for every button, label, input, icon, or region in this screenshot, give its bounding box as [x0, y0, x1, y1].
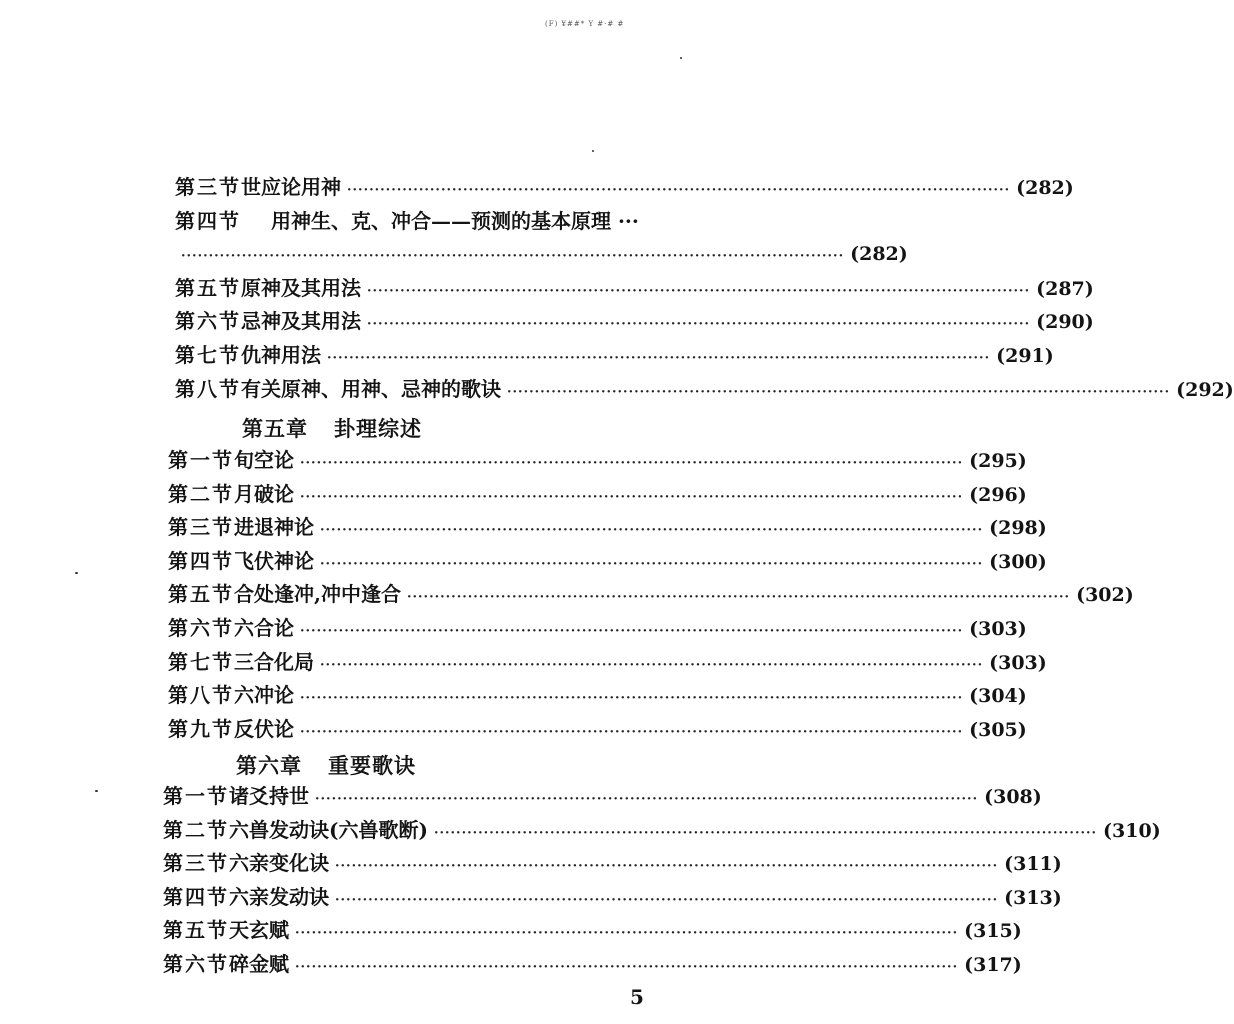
section-number: 第三节	[163, 851, 229, 876]
dot-leader: ························································································································	[295, 926, 959, 942]
page-ref: (317)	[964, 954, 1022, 976]
section-number: 第一节	[168, 448, 234, 472]
header-noise: (F) ¥##* Y #·# #	[545, 20, 625, 28]
section-number: 第五节	[163, 918, 229, 943]
section-number: 第七节	[175, 343, 241, 367]
toc-entry	[163, 884, 1062, 913]
section-title: 用神生、克、冲合——预测的基本原理 ···	[271, 208, 639, 233]
toc-entry	[163, 952, 1022, 980]
dot-leader: ························································································································	[295, 960, 959, 975]
section-title: 诸爻持世	[229, 784, 309, 808]
section-title: 仇神用法	[241, 343, 321, 367]
page-ref: (282)	[1016, 177, 1074, 199]
section-number: 第四节	[168, 548, 234, 573]
toc-entry	[175, 175, 1074, 203]
toc-entry	[168, 649, 1047, 678]
section-title: 进退神论	[234, 515, 314, 540]
section-number: 第五节	[168, 582, 234, 607]
section-number: 第六节	[163, 952, 229, 976]
toc-entry	[163, 918, 1022, 946]
section-number: 第八节	[175, 376, 241, 401]
section-number: 第三节	[175, 175, 241, 199]
dot-leader: ························································································································	[300, 624, 964, 639]
toc-entry	[175, 209, 690, 233]
toc-entry	[163, 784, 1042, 812]
section-title: 天玄赋	[229, 918, 289, 943]
section-title: 反伏论	[234, 716, 294, 741]
page-ref: (311)	[1004, 853, 1062, 876]
section-number: 第四节	[175, 208, 241, 233]
section-title: 六合论	[234, 616, 294, 640]
dot-leader: ························································································································	[367, 317, 1031, 333]
section-number: 第四节	[163, 884, 229, 909]
section-number: 第五节	[175, 275, 241, 300]
toc-entry	[175, 242, 908, 269]
toc-entry	[168, 548, 1047, 577]
page-ref: (303)	[969, 618, 1027, 640]
dot-leader: ························································································································	[367, 283, 1031, 299]
page-ref: (313)	[1004, 886, 1062, 909]
section-title: 月破论	[234, 481, 294, 506]
page-ref: (310)	[1103, 819, 1161, 842]
section-title: 原神及其用法	[241, 275, 361, 300]
dot-leader: ························································································································	[300, 489, 964, 505]
section-title: 世应论用神	[241, 175, 341, 199]
section-title: 三合化局	[234, 649, 314, 674]
toc-entry	[168, 448, 1027, 476]
section-number: 第二节	[163, 817, 229, 842]
dot-leader: ························································································································	[433, 825, 1098, 841]
chapter-number: 第五章	[242, 417, 308, 441]
toc-entry	[168, 716, 1027, 745]
chapter-heading	[242, 413, 422, 443]
page-ref: (290)	[1036, 311, 1094, 334]
page-ref: (303)	[989, 651, 1047, 674]
toc-entry	[175, 275, 1094, 304]
dot-leader: ························································································································	[320, 523, 984, 539]
section-title: 忌神及其用法	[241, 309, 361, 334]
toc-entry	[163, 817, 1161, 846]
dot-leader: ························································································································	[300, 724, 964, 740]
dot-leader: ························································································································	[406, 590, 1071, 606]
section-title: 有关原神、用神、忌神的歌诀	[241, 376, 501, 401]
toc-entry	[168, 481, 1027, 510]
page-number: 5	[630, 985, 644, 1009]
dot-leader: ························································································································	[335, 892, 999, 908]
dot-leader: ························································································································	[300, 691, 964, 707]
dot-leader: ························································································································	[327, 351, 991, 366]
page-ref: (282)	[850, 243, 908, 266]
page-ref: (308)	[984, 786, 1042, 808]
page-ref: (292)	[1176, 378, 1234, 401]
dot-leader: ························································································································	[320, 657, 984, 673]
dot-leader: ························································································································	[181, 249, 845, 265]
page-ref: (302)	[1076, 584, 1134, 607]
chapter-title: 重要歌诀	[328, 754, 416, 778]
dot-leader: ························································································································	[335, 859, 999, 875]
toc-entry	[168, 616, 1027, 644]
section-number: 第七节	[168, 649, 234, 674]
section-number: 第六节	[168, 616, 234, 640]
section-number: 第八节	[168, 683, 234, 708]
page-ref: (298)	[989, 517, 1047, 540]
chapter-title: 卦理综述	[334, 417, 422, 441]
section-number: 第二节	[168, 481, 234, 506]
page-ref: (305)	[969, 718, 1027, 741]
toc-entry	[168, 683, 1027, 711]
section-title: 合处逢冲,冲中逢合	[234, 582, 401, 607]
section-title: 六亲变化诀	[229, 851, 329, 876]
toc-entry	[163, 851, 1062, 879]
toc-entry	[175, 343, 1054, 371]
page-ref: (300)	[989, 550, 1047, 573]
section-number: 第一节	[163, 784, 229, 808]
dot-leader: ························································································································	[320, 556, 984, 572]
page-ref: (291)	[996, 345, 1054, 367]
section-title: 飞伏神论	[234, 548, 314, 573]
dot-leader: ························································································································	[315, 792, 979, 807]
toc-entry	[175, 309, 1094, 337]
dot-leader: ························································································································	[507, 384, 1171, 400]
section-number: 第六节	[175, 309, 241, 334]
section-title: 碎金赋	[229, 952, 289, 976]
page-ref: (304)	[969, 685, 1027, 708]
section-number: 第九节	[168, 716, 234, 741]
toc-entry	[168, 515, 1047, 543]
section-title: 旬空论	[234, 448, 294, 472]
page-ref: (296)	[969, 483, 1027, 506]
chapter-number: 第六章	[236, 754, 302, 778]
page-ref: (287)	[1036, 277, 1094, 300]
chapter-heading	[236, 750, 416, 780]
dot-leader: ························································································································	[300, 456, 964, 471]
section-title: 六兽发动诀(六兽歌断)	[229, 817, 428, 842]
toc-entry	[168, 582, 1134, 610]
page-ref: (295)	[969, 450, 1027, 472]
toc-entry	[175, 376, 1234, 405]
section-title: 六冲论	[234, 683, 294, 708]
dot-leader: ························································································································	[347, 183, 1011, 198]
section-title: 六亲发动诀	[229, 884, 329, 909]
section-number: 第三节	[168, 515, 234, 540]
page-ref: (315)	[964, 920, 1022, 943]
